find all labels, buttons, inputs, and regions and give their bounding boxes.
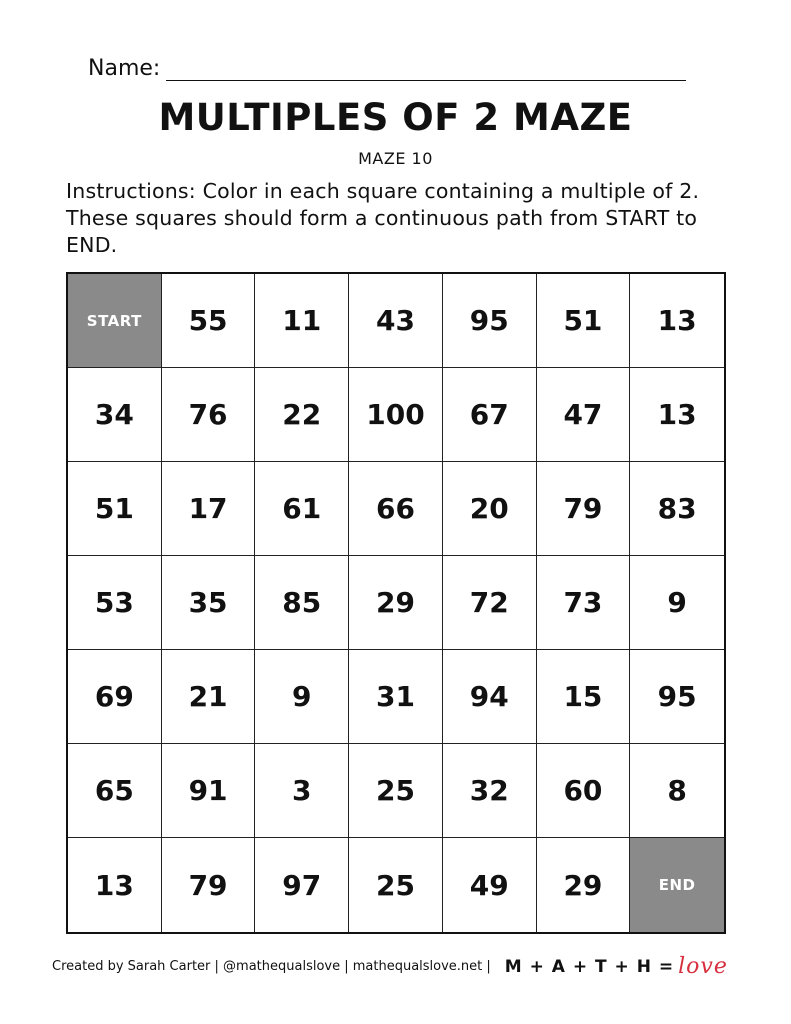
maze-cell[interactable]: 69 — [68, 650, 162, 744]
maze-cell[interactable]: 91 — [162, 744, 256, 838]
maze-cell[interactable]: 53 — [68, 556, 162, 650]
maze-cell[interactable]: 72 — [443, 556, 537, 650]
brand-text: M + A + T + H = — [504, 956, 675, 977]
maze-cell[interactable]: 85 — [255, 556, 349, 650]
maze-cell[interactable]: 17 — [162, 462, 256, 556]
maze-number: MAZE 10 — [358, 149, 433, 168]
maze-grid — [66, 272, 726, 934]
maze-cell[interactable]: 55 — [162, 274, 256, 368]
maze-cell[interactable]: 66 — [349, 462, 443, 556]
maze-cell[interactable]: 13 — [68, 838, 162, 932]
brand-logo — [505, 954, 728, 979]
maze-cell[interactable]: 61 — [255, 462, 349, 556]
maze-cell[interactable]: 21 — [162, 650, 256, 744]
maze-cell[interactable]: 3 — [255, 744, 349, 838]
maze-cell[interactable]: 11 — [255, 274, 349, 368]
maze-cell[interactable]: 73 — [537, 556, 631, 650]
maze-cell[interactable]: 79 — [162, 838, 256, 932]
maze-cell[interactable]: 100 — [349, 368, 443, 462]
maze-cell[interactable]: 34 — [68, 368, 162, 462]
footer — [52, 954, 752, 979]
maze-cell[interactable]: 49 — [443, 838, 537, 932]
instructions: Instructions: Color in each square containing a multiple of 2. These squares should form a continuous path from START to END. — [66, 179, 700, 257]
name-label: Name: — [88, 56, 161, 81]
maze-cell[interactable]: 60 — [537, 744, 631, 838]
maze-cell[interactable]: 97 — [255, 838, 349, 932]
maze-cell[interactable]: 79 — [537, 462, 631, 556]
maze-cell[interactable]: 95 — [443, 274, 537, 368]
name-field-line[interactable] — [166, 58, 686, 81]
page-title: MULTIPLES OF 2 MAZE — [158, 96, 633, 139]
maze-cell[interactable]: 43 — [349, 274, 443, 368]
maze-cell[interactable]: 51 — [537, 274, 631, 368]
maze-cell[interactable]: 95 — [630, 650, 724, 744]
maze-cell[interactable]: 65 — [68, 744, 162, 838]
maze-cell[interactable]: 31 — [349, 650, 443, 744]
maze-cell[interactable]: 13 — [630, 368, 724, 462]
maze-cell[interactable]: 29 — [349, 556, 443, 650]
name-row — [88, 56, 686, 81]
maze-cell[interactable]: 15 — [537, 650, 631, 744]
maze-cell[interactable]: 32 — [443, 744, 537, 838]
maze-cell[interactable]: 29 — [537, 838, 631, 932]
maze-cell[interactable]: 9 — [630, 556, 724, 650]
maze-start-cell[interactable]: START — [68, 274, 162, 368]
maze-cell[interactable]: 76 — [162, 368, 256, 462]
maze-cell[interactable]: 8 — [630, 744, 724, 838]
maze-cell[interactable]: 25 — [349, 838, 443, 932]
maze-cell[interactable]: 35 — [162, 556, 256, 650]
maze-cell[interactable]: 13 — [630, 274, 724, 368]
maze-cell[interactable]: 9 — [255, 650, 349, 744]
maze-end-cell[interactable]: END — [630, 838, 724, 932]
maze-cell[interactable]: 94 — [443, 650, 537, 744]
maze-cell[interactable]: 20 — [443, 462, 537, 556]
brand-love: love — [678, 954, 728, 979]
maze-cell[interactable]: 83 — [630, 462, 724, 556]
maze-cell[interactable]: 47 — [537, 368, 631, 462]
maze-cell[interactable]: 25 — [349, 744, 443, 838]
footer-credit: Created by Sarah Carter | @mathequalslove | mathequalslove.net | — [52, 959, 491, 974]
maze-cell[interactable]: 51 — [68, 462, 162, 556]
maze-cell[interactable]: 22 — [255, 368, 349, 462]
maze-cell[interactable]: 67 — [443, 368, 537, 462]
